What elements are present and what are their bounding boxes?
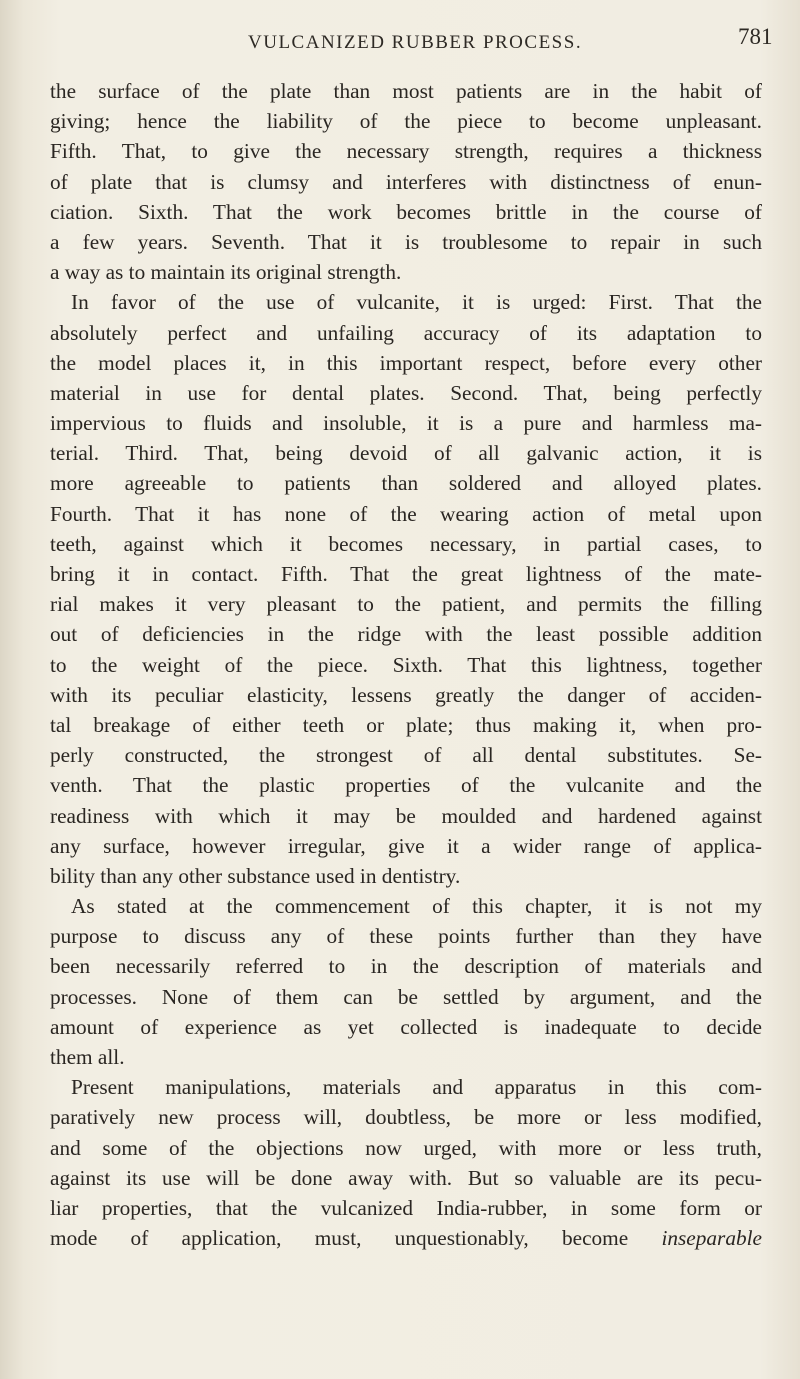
text-line: As stated at the commencement of this chapter, it is not my bbox=[71, 894, 762, 919]
text-line: Fourth. That it has none of the wearing action of metal upon bbox=[50, 501, 762, 526]
text-line: rial makes it very pleasant to the patient, and permits the filling bbox=[50, 592, 762, 617]
page-number: 781 bbox=[738, 24, 773, 49]
text-line: a way as to maintain its original strength. bbox=[50, 260, 402, 285]
text-line: them all. bbox=[50, 1045, 125, 1069]
text-line: against its use will be done away with. But so valuable are its pecu- bbox=[50, 1165, 762, 1190]
text-line: out of deficiencies in the ridge with the least possible addition bbox=[50, 622, 762, 647]
text-line: venth. That the plastic properties of the vulcanite and the bbox=[50, 773, 762, 798]
text-line: purpose to discuss any of these points further than they have bbox=[50, 924, 762, 949]
text-line: bring it in contact. Fifth. That the great lightness of the mate- bbox=[50, 562, 762, 586]
text-line: been necessarily referred to in the description of materials and bbox=[50, 954, 762, 979]
text-line: and some of the objections now urged, with more or less truth, bbox=[50, 1135, 762, 1160]
text-line: absolutely perfect and unfailing accuracy of its adaptation to bbox=[50, 320, 762, 345]
text-line: bility than any other substance used in dentistry. bbox=[50, 863, 461, 888]
text-line: giving; hence the liability of the piece to become unpleasant. bbox=[50, 109, 762, 134]
text-line: perly constructed, the strongest of all dental substitutes. Se- bbox=[50, 743, 762, 768]
page-header bbox=[0, 24, 800, 60]
text-line: of plate that is clumsy and interferes with distinctness of enun- bbox=[50, 169, 762, 194]
text-line: paratively new process will, doubtless, be more or less modified, bbox=[50, 1105, 762, 1130]
text-line: material in use for dental plates. Second. That, being perfectly bbox=[50, 380, 762, 405]
text-line-final bbox=[50, 1223, 762, 1253]
text-line: any surface, however irregular, give it a wider range of applica- bbox=[50, 833, 762, 858]
text-line: more agreeable to patients than soldered and alloyed plates. bbox=[50, 471, 762, 496]
running-title: VULCANIZED RUBBER PROCESS. bbox=[248, 32, 583, 53]
text-line: to the weight of the piece. Sixth. That this lightness, together bbox=[50, 652, 762, 677]
text-line: ciation. Sixth. That the work becomes brittle in the course of bbox=[50, 199, 762, 224]
text-line: a few years. Seventh. That it is troublesome to repair in such bbox=[50, 229, 762, 254]
text-line: Fifth. That, to give the necessary strength, requires a thickness bbox=[50, 139, 762, 164]
text-line: liar properties, that the vulcanized India-rubber, in some form or bbox=[50, 1195, 762, 1220]
text-line: amount of experience as yet collected is inadequate to decide bbox=[50, 1014, 762, 1039]
text-line: processes. None of them can be settled by argument, and the bbox=[50, 984, 762, 1009]
text-line: Present manipulations, materials and apparatus in this com- bbox=[71, 1075, 762, 1100]
text-line: readiness with which it may be moulded and hardened against bbox=[50, 803, 762, 828]
text-line: tal breakage of either teeth or plate; thus making it, when pro- bbox=[50, 712, 762, 737]
text-line: impervious to fluids and insoluble, it is a pure and harmless ma- bbox=[50, 411, 762, 436]
text-line: In favor of the use of vulcanite, it is urged: First. That the bbox=[71, 290, 762, 315]
text-line: the model places it, in this important respect, before every other bbox=[50, 350, 762, 375]
text-line: with its peculiar elasticity, lessens greatly the danger of acciden- bbox=[50, 682, 762, 707]
text-line: teeth, against which it becomes necessary, in partial cases, to bbox=[50, 531, 762, 556]
text-line-final-roman: mode of application, must, unquestionably, become bbox=[50, 1226, 629, 1251]
italic-word: inseparable bbox=[661, 1226, 762, 1251]
body-text bbox=[50, 76, 762, 1253]
text-line: terial. Third. That, being devoid of all galvanic action, it is bbox=[50, 441, 762, 466]
text-line: the surface of the plate than most patients are in the habit of bbox=[50, 79, 762, 103]
